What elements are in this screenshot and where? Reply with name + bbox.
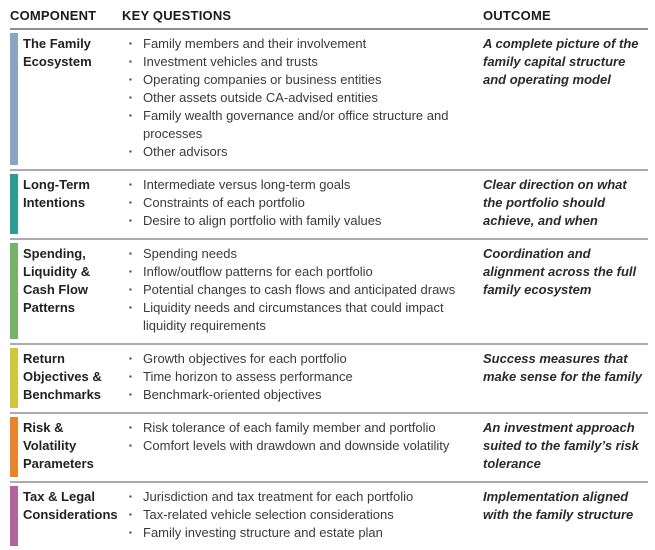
question-text: Inflow/outflow patterns for each portfolio [143,264,373,279]
table-row [10,483,648,550]
question-bullet-item [127,71,473,89]
component-name: Spending, Liquidity & Cash Flow Patterns [23,246,91,315]
component-name: Risk & Volatility Parameters [23,420,94,471]
table-row [10,345,648,414]
key-questions-list [122,488,483,542]
question-text: Family wealth governance and/or office structure and processes [143,108,449,141]
bullet-icon: ▪ [129,147,132,156]
bullet-icon: ▪ [129,198,132,207]
question-bullet-item [127,524,473,542]
key-questions-list [122,176,483,230]
question-text: Other advisors [143,144,228,159]
question-bullet-item [127,194,473,212]
question-bullet-item [127,245,473,263]
question-bullet-item [127,53,473,71]
bullet-icon: ▪ [129,75,132,84]
bullet-icon: ▪ [129,423,132,432]
question-bullet-item [127,107,473,143]
row-accent-bar [10,174,18,234]
bullet-icon: ▪ [129,390,132,399]
bullet-icon: ▪ [129,267,132,276]
bullet-icon: ▪ [129,180,132,189]
bullet-icon: ▪ [129,249,132,258]
question-text: Investment vehicles and trusts [143,54,318,69]
question-bullet-item [127,350,473,368]
bullet-icon: ▪ [129,441,132,450]
question-text: Other assets outside CA-advised entities [143,90,378,105]
question-text: Potential changes to cash flows and anticipated draws [143,282,456,297]
question-bullet-item [127,419,473,437]
question-text: Tax-related vehicle selection considerations [143,507,394,522]
component-name: Tax & Legal Considerations [23,489,118,522]
bullet-icon: ▪ [129,303,132,312]
component-name: Long-Term Intentions [23,177,90,210]
row-accent-bar [10,417,18,477]
bullet-icon: ▪ [129,57,132,66]
question-text: Family members and their involvement [143,36,367,51]
bullet-icon: ▪ [129,528,132,537]
table-row [10,240,648,345]
question-text: Spending needs [143,246,237,261]
question-bullet-item [127,386,473,404]
component-name: The Family Ecosystem [23,36,92,69]
question-text: Liquidity needs and circumstances that could impact liquidity requirements [143,300,444,333]
outcome-text: An investment approach suited to the family’s risk tolerance [483,420,639,471]
question-text: Jurisdiction and tax treatment for each portfolio [143,489,414,504]
row-accent-bar [10,348,18,408]
question-bullet-item [127,368,473,386]
bullet-icon: ▪ [129,285,132,294]
question-text: Risk tolerance of each family member and portfolio [143,420,436,435]
row-accent-bar [10,486,18,546]
question-bullet-item [127,299,473,335]
bullet-icon: ▪ [129,111,132,120]
outcome-text: Success measures that make sense for the family [483,351,642,384]
question-bullet-item [127,488,473,506]
bullet-icon: ▪ [129,492,132,501]
question-bullet-item [127,35,473,53]
question-bullet-item [127,281,473,299]
row-accent-bar [10,243,18,339]
table-row [10,171,648,240]
bullet-icon: ▪ [129,216,132,225]
question-text: Comfort levels with drawdown and downside volatility [143,438,450,453]
component-questions-outcome-table [10,6,648,550]
question-bullet-item [127,89,473,107]
question-text: Family investing structure and estate plan [143,525,383,540]
outcome-text: Coordination and alignment across the full family ecosystem [483,246,637,297]
question-bullet-item [127,212,473,230]
question-bullet-item [127,263,473,281]
question-text: Benchmark-oriented objectives [143,387,322,402]
question-text: Constraints of each portfolio [143,195,305,210]
table-body [10,30,648,550]
question-text: Desire to align portfolio with family values [143,213,382,228]
question-text: Operating companies or business entities [143,72,382,87]
table-row [10,414,648,483]
question-text: Time horizon to assess performance [143,369,353,384]
outcome-text: Implementation aligned with the family structure [483,489,634,522]
table-header-row [10,6,648,30]
question-bullet-item [127,176,473,194]
outcome-text: Clear direction on what the portfolio should achieve, and when [483,177,627,228]
column-header-key-questions: KEY QUESTIONS [122,8,232,23]
key-questions-list [122,245,483,335]
table-row [10,30,648,171]
key-questions-list [122,419,483,473]
outcome-text: A complete picture of the family capital structure and operating model [483,36,639,87]
question-bullet-item [127,143,473,161]
bullet-icon: ▪ [129,39,132,48]
bullet-icon: ▪ [129,372,132,381]
question-bullet-item [127,437,473,455]
question-text: Growth objectives for each portfolio [143,351,347,366]
bullet-icon: ▪ [129,354,132,363]
component-name: Return Objectives & Benchmarks [23,351,102,402]
column-header-component: COMPONENT [10,8,97,23]
question-text: Intermediate versus long-term goals [143,177,351,192]
question-bullet-item [127,506,473,524]
bullet-icon: ▪ [129,510,132,519]
row-accent-bar [10,33,18,165]
bullet-icon: ▪ [129,93,132,102]
key-questions-list [122,35,483,161]
column-header-outcome: OUTCOME [483,8,551,23]
key-questions-list [122,350,483,404]
